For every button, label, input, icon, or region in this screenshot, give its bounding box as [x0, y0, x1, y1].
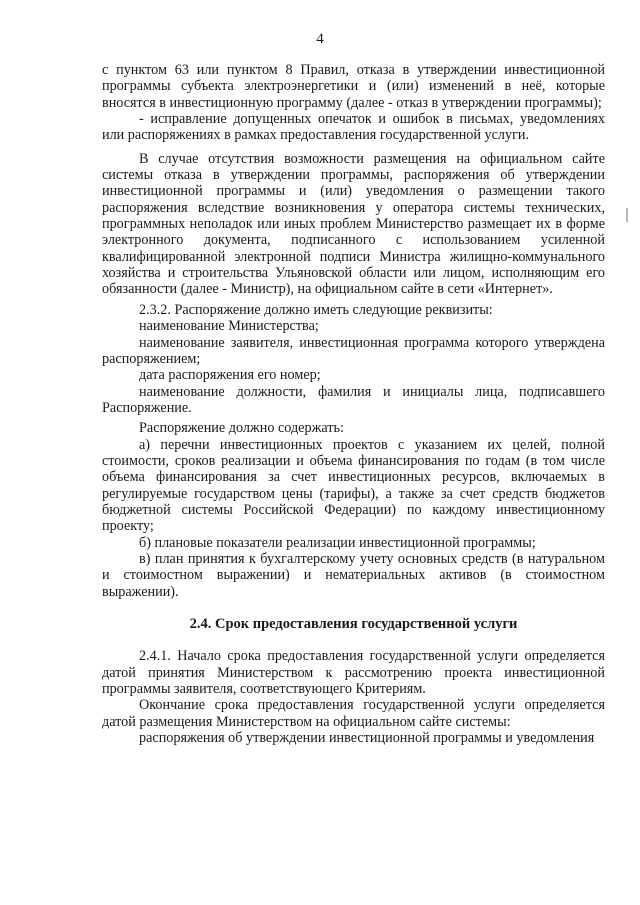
page-body	[102, 62, 605, 746]
paragraph-2: - исправление допущенных опечаток и ошибок в письмах, уведомлениях или распоряжениях в рамках предоставления государственной услуги.	[102, 111, 605, 144]
content-item-c: в) план принятия к бухгалтерскому учету основных средств (в натуральном и стоимостном выражении) и нематериальных активов (в стоимостном выражении).	[102, 550, 605, 600]
scan-mark	[626, 208, 628, 222]
section-heading: 2.4. Срок предоставления государственной услуги	[189, 616, 518, 632]
content-intro: Распоряжение должно содержать:	[139, 420, 344, 437]
requisite-3: дата распоряжения его номер;	[139, 367, 321, 384]
paragraph-last: распоряжения об утверждении инвестиционной программы и уведомления	[139, 730, 595, 747]
content-item-a: а) перечни инвестиционных проектов с указанием их целей, полной стоимости, сроков реализации и объема финансирования по годам (в том числе объема финансирования за счет инвестиционных ресурсов, включаемых в регулируемые государством цены (тарифы), а также за счет средств бюджетов бюджетной системы Российской Федерации) по каждому инвестиционному проекту;	[102, 436, 605, 535]
content-item-b: б) плановые показатели реализации инвестиционной программы;	[139, 534, 536, 551]
paragraph-1: с пунктом 63 или пунктом 8 Правил, отказа в утверждении инвестиционной программы субъекта электроэнергетики и (или) изменений в неё, которые вносятся в инвестиционную программу (далее - отказ в утверждении программы);	[102, 62, 605, 111]
requisite-2: наименование заявителя, инвестиционная программа которого утверждена распоряжением;	[102, 334, 605, 367]
paragraph-end-term: Окончание срока предоставления государственной услуги определяется датой размещения Министерством на официальном сайте системы:	[102, 697, 605, 730]
paragraph-3: В случае отсутствия возможности размещения на официальном сайте системы отказа в утверждении программы, распоряжения об утверждении инвестиционной программы и (или) уведомления о размещении такого распоряжения вследствие возникновения у оператора системы технических, программных неполадок или иных проблем Министерство размещает их в форме электронного документа, подписанного с использованием усиленной квалифицированной электронной подписи Министра жилищно-коммунального хозяйства и строительства Ульяновской области или лицом, исполняющим его обязанности (далее - Министр), на официальном сайте в сети «Интернет».	[102, 150, 605, 298]
requisite-4: наименование должности, фамилия и инициалы лица, подписавшего Распоряжение.	[102, 383, 605, 416]
page-number: 4	[316, 31, 324, 47]
section-2-4-1: 2.4.1. Начало срока предоставления государственной услуги определяется датой принятия Министерством к рассмотрению проекта инвестиционной программы заявителя, соответствующего Критериям.	[102, 648, 605, 698]
section-2-3-2: 2.3.2. Распоряжение должно иметь следующие реквизиты:	[139, 301, 493, 318]
requisite-1: наименование Министерства;	[139, 318, 319, 335]
